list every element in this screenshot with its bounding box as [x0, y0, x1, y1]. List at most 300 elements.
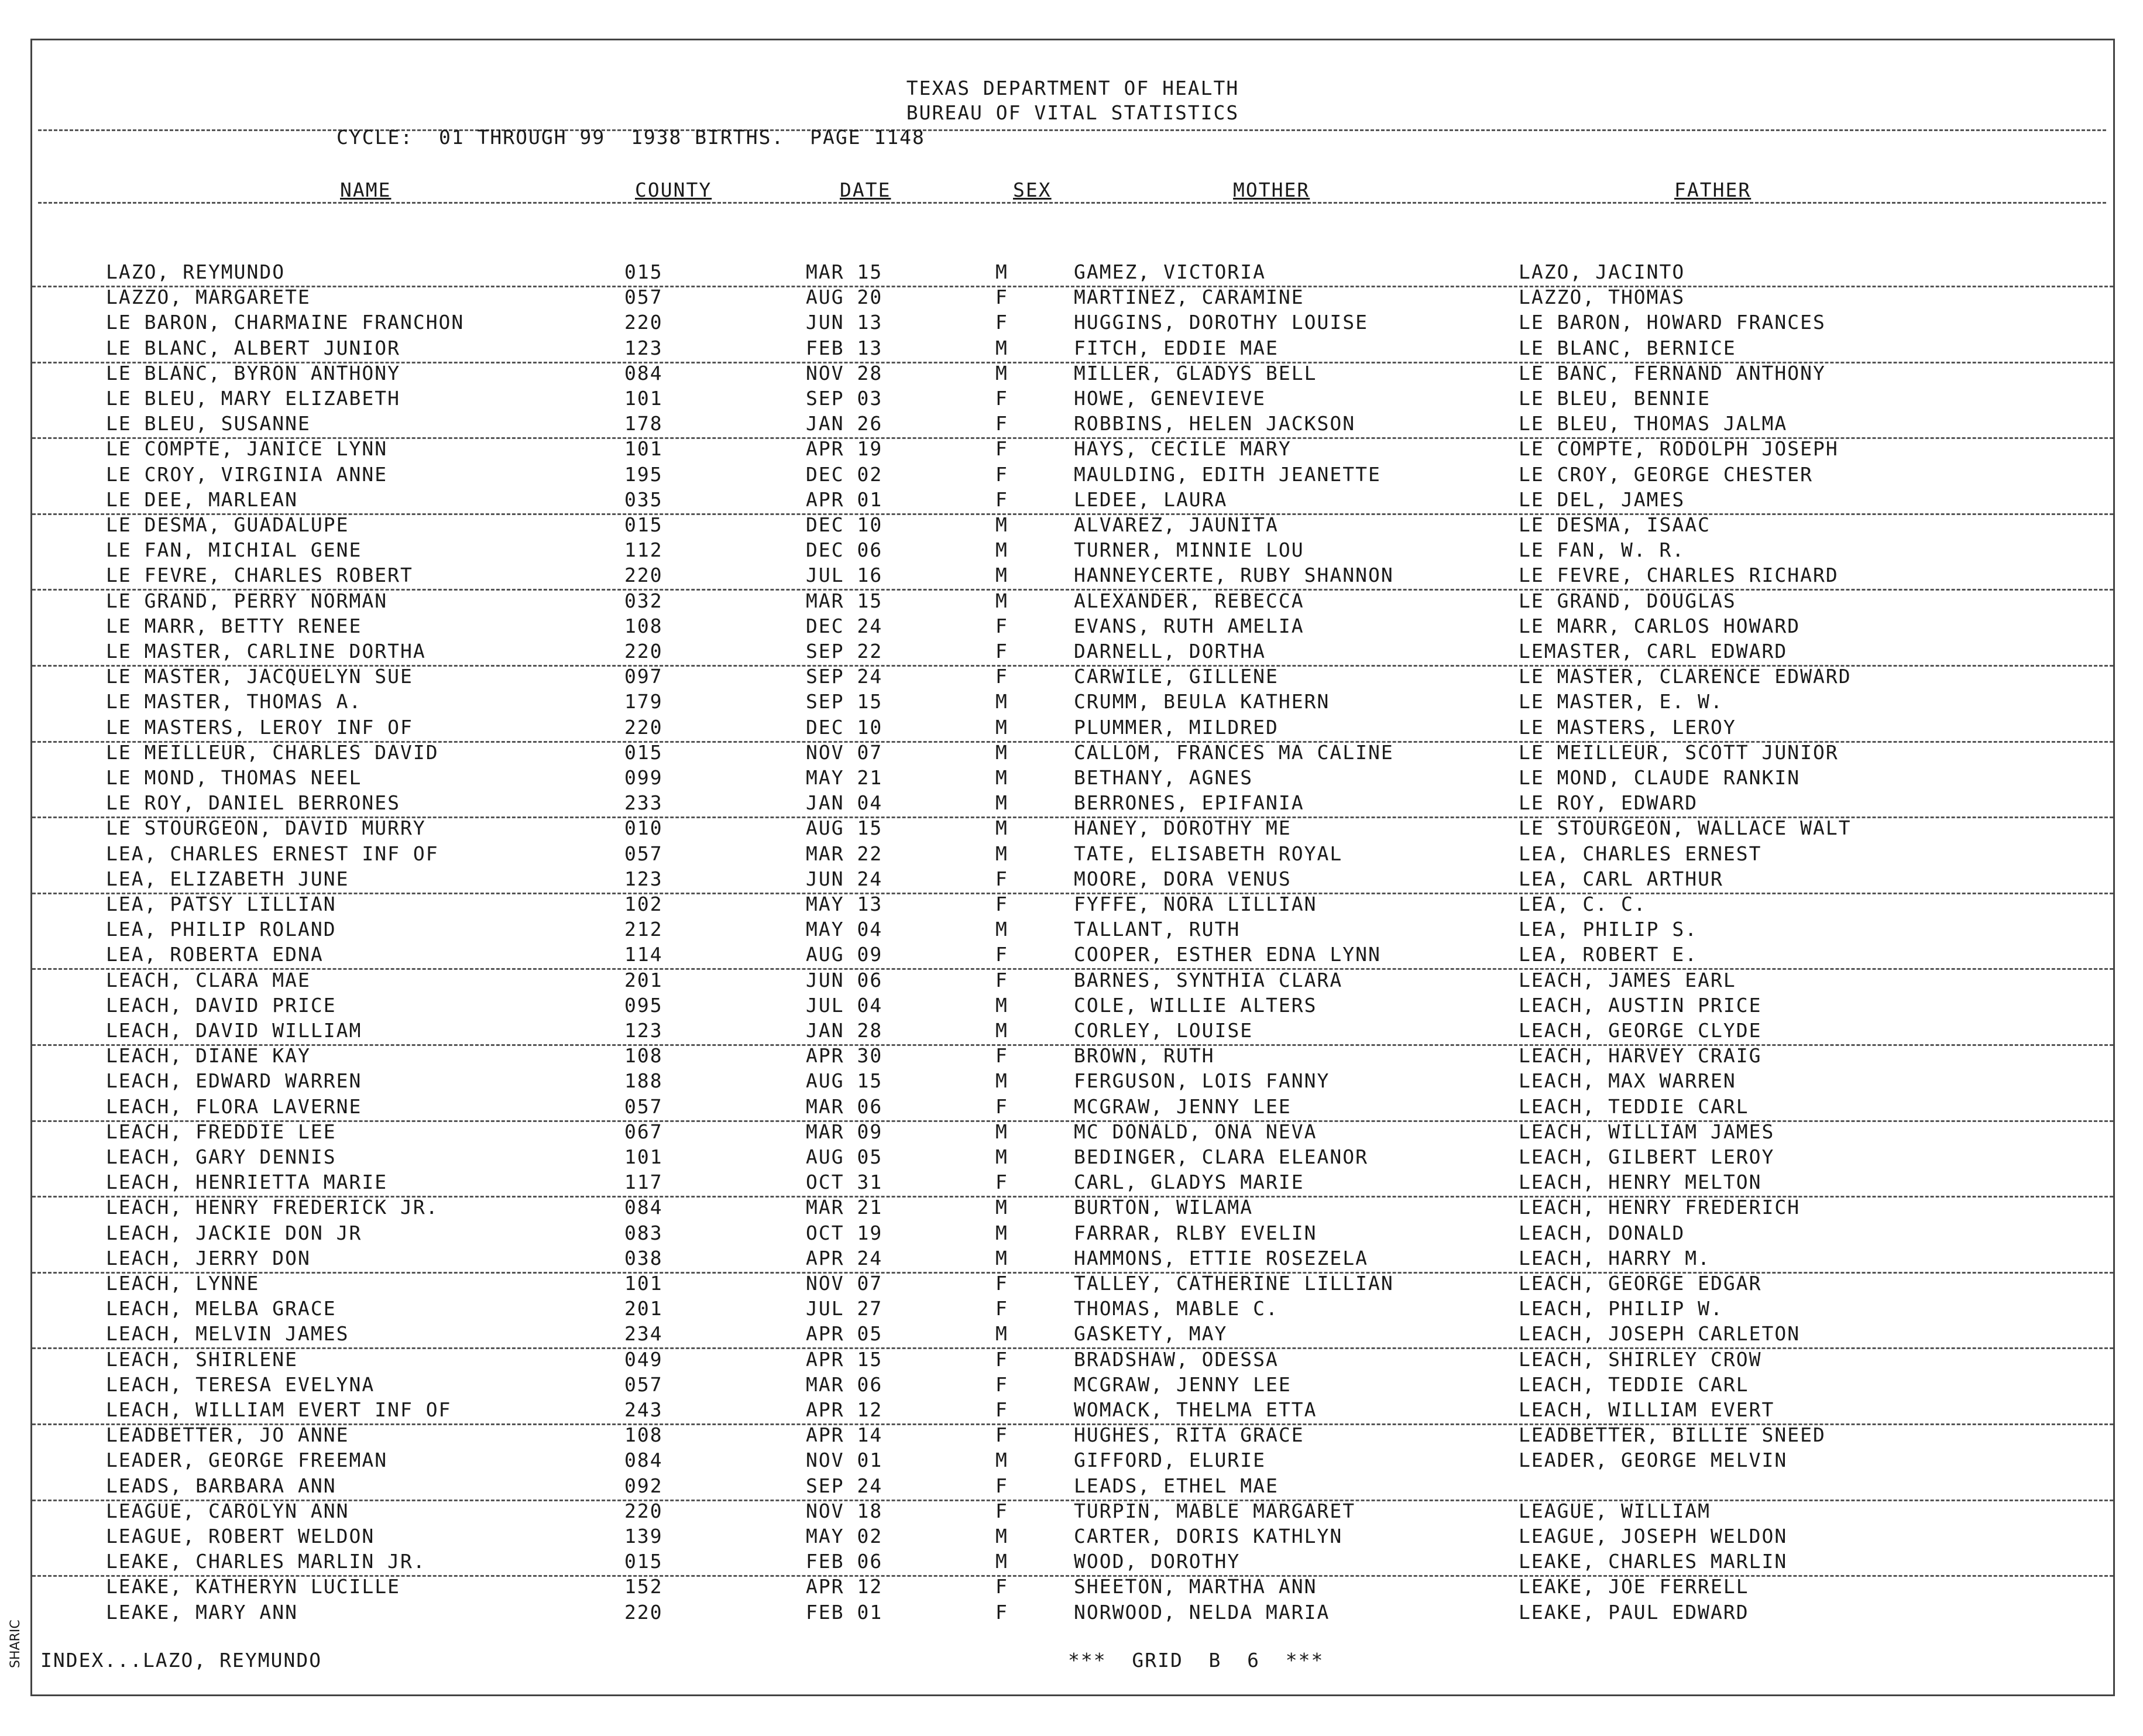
cell-sex: M [995, 1322, 1008, 1346]
cell-county: 234 [624, 1322, 663, 1346]
cell-mother: FYFFE, NORA LILLIAN [1074, 893, 1317, 915]
cell-date: JUN 13 [806, 311, 883, 334]
cell-mother: BARNES, SYNTHIA CLARA [1074, 968, 1343, 991]
table-row [32, 665, 2113, 690]
column-header-divider [38, 202, 2106, 204]
cell-father: LEACH, DONALD [1519, 1221, 1685, 1244]
cell-name: LEACH, TERESA EVELYNA [106, 1373, 375, 1396]
cell-name: LEACH, JERRY DON [106, 1246, 311, 1270]
cell-name: LE MOND, THOMAS NEEL [106, 766, 362, 789]
cell-county: 084 [624, 361, 663, 385]
cell-county: 010 [624, 816, 663, 840]
cell-sex: F [995, 1171, 1008, 1194]
cell-date: NOV 07 [806, 740, 883, 764]
cell-county: 220 [624, 1499, 663, 1522]
cell-county: 112 [624, 538, 663, 562]
cell-name: LEA, CHARLES ERNEST INF OF [106, 842, 439, 865]
cell-sex: M [995, 918, 1008, 941]
cell-county: 038 [624, 1246, 663, 1270]
cell-date: MAR 15 [806, 260, 883, 283]
cell-father: LAZO, JACINTO [1519, 260, 1685, 283]
cell-sex: M [995, 538, 1008, 562]
cell-father: LEACH, GEORGE CLYDE [1519, 1019, 1762, 1042]
cell-name: LEADS, BARBARA ANN [106, 1474, 336, 1497]
cell-date: MAR 22 [806, 842, 883, 865]
cell-mother: MC DONALD, ONA NEVA [1074, 1120, 1317, 1143]
table-row [32, 1272, 2113, 1297]
cell-name: LEAGUE, CAROLYN ANN [106, 1499, 349, 1522]
cell-name: LE FAN, MICHIAL GENE [106, 538, 362, 562]
cell-county: 220 [624, 1600, 663, 1624]
column-header-county: COUNTY [635, 179, 712, 201]
cell-date: DEC 02 [806, 462, 883, 486]
cell-mother: DARNELL, DORTHA [1074, 640, 1266, 663]
table-row [32, 1575, 2113, 1600]
cell-mother: HANEY, DOROTHY ME [1074, 816, 1292, 840]
cell-father: LE MARR, CARLOS HOWARD [1519, 614, 1801, 637]
cell-father: LE MEILLEUR, SCOTT JUNIOR [1519, 740, 1839, 764]
cell-date: AUG 15 [806, 1069, 883, 1093]
cell-name: LEACH, FLORA LAVERNE [106, 1095, 362, 1118]
cell-father: LEADER, GEORGE MELVIN [1519, 1449, 1788, 1472]
cell-county: 188 [624, 1069, 663, 1093]
cell-sex: M [995, 1525, 1008, 1548]
cell-father: LEAKE, CHARLES MARLIN [1519, 1550, 1788, 1573]
cell-name: LE STOURGEON, DAVID MURRY [106, 816, 426, 840]
cell-father: LEACH, AUSTIN PRICE [1519, 993, 1762, 1017]
cell-father: LE DESMA, ISAAC [1519, 513, 1711, 536]
cell-father: LEACH, HENRY FREDERICH [1519, 1196, 1801, 1219]
cell-name: LE MASTER, JACQUELYN SUE [106, 665, 413, 688]
cell-mother: SHEETON, MARTHA ANN [1074, 1575, 1317, 1598]
table-row [32, 564, 2113, 591]
cell-date: MAY 13 [806, 893, 883, 915]
table-row [32, 842, 2113, 867]
cell-date: NOV 18 [806, 1499, 883, 1522]
cell-date: MAY 21 [806, 766, 883, 789]
cell-father: LAZZO, THOMAS [1519, 286, 1685, 309]
cell-county: 243 [624, 1398, 663, 1421]
cell-date: SEP 22 [806, 640, 883, 663]
cell-mother: ALEXANDER, REBECCA [1074, 589, 1304, 612]
cell-sex: F [995, 1272, 1008, 1295]
cell-sex: M [995, 1120, 1008, 1143]
cell-name: LE MARR, BETTY RENEE [106, 614, 362, 637]
cell-county: 035 [624, 488, 663, 511]
cell-mother: HAYS, CECILE MARY [1074, 437, 1292, 461]
cell-date: DEC 10 [806, 715, 883, 739]
cell-county: 195 [624, 462, 663, 486]
column-header-date: DATE [840, 179, 891, 201]
cell-county: 057 [624, 1373, 663, 1396]
cell-sex: F [995, 1095, 1008, 1118]
cell-father: LEACH, GILBERT LEROY [1519, 1145, 1775, 1168]
cell-county: 057 [624, 286, 663, 309]
table-row [32, 791, 2113, 818]
cell-sex: M [995, 1145, 1008, 1168]
cell-date: MAR 21 [806, 1196, 883, 1219]
cell-name: LEACH, DAVID PRICE [106, 993, 336, 1017]
table-row [32, 1145, 2113, 1171]
side-label: SHARIC [8, 1620, 23, 1668]
cell-mother: BURTON, WILAMA [1074, 1196, 1253, 1219]
cell-name: LE BLEU, SUSANNE [106, 412, 311, 435]
cell-name: LEACH, MELBA GRACE [106, 1297, 336, 1320]
cell-father: LEACH, TEDDIE CARL [1519, 1373, 1749, 1396]
cell-father: LEACH, SHIRLEY CROW [1519, 1347, 1762, 1371]
cell-county: 220 [624, 715, 663, 739]
table-row [32, 1550, 2113, 1577]
cell-date: MAY 02 [806, 1525, 883, 1548]
cell-name: LEA, ROBERTA EDNA [106, 943, 324, 966]
cell-sex: F [995, 387, 1008, 410]
cell-father: LE BANC, FERNAND ANTHONY [1519, 361, 1826, 385]
cell-name: LEAGUE, ROBERT WELDON [106, 1525, 375, 1548]
cell-mother: TATE, ELISABETH ROYAL [1074, 842, 1343, 865]
cell-date: NOV 28 [806, 361, 883, 385]
cell-father: LEA, CHARLES ERNEST [1519, 842, 1762, 865]
bureau-title: BUREAU OF VITAL STATISTICS [906, 101, 1239, 124]
cell-date: NOV 07 [806, 1272, 883, 1295]
cell-father: LE BLEU, THOMAS JALMA [1519, 412, 1788, 435]
cell-father: LEA, C. C. [1519, 893, 1647, 915]
cell-name: LEACH, DIANE KAY [106, 1044, 311, 1068]
cell-father: LE CROY, GEORGE CHESTER [1519, 462, 1813, 486]
cell-sex: M [995, 842, 1008, 865]
cell-date: OCT 31 [806, 1171, 883, 1194]
cell-father: LEACH, JAMES EARL [1519, 968, 1736, 991]
cell-mother: MILLER, GLADYS BELL [1074, 361, 1317, 385]
cell-father: LE ROY, EDWARD [1519, 791, 1698, 815]
table-row [32, 1500, 2113, 1525]
cell-sex: M [995, 361, 1008, 385]
cell-mother: COLE, WILLIE ALTERS [1074, 993, 1317, 1017]
cell-father: LEA, CARL ARTHUR [1519, 867, 1723, 890]
cell-date: AUG 20 [806, 286, 883, 309]
cell-date: APR 01 [806, 488, 883, 511]
cell-county: 101 [624, 1272, 663, 1295]
cell-father: LEACH, WILLIAM JAMES [1519, 1120, 1775, 1143]
cell-date: DEC 24 [806, 614, 883, 637]
cell-sex: F [995, 1474, 1008, 1497]
table-row [32, 816, 2113, 842]
cell-sex: F [995, 1347, 1008, 1371]
table-row [32, 1247, 2113, 1274]
cell-county: 123 [624, 867, 663, 890]
cell-sex: F [995, 1044, 1008, 1068]
cell-father: LEACH, HENRY MELTON [1519, 1171, 1762, 1194]
table-row [32, 893, 2113, 918]
cell-father: LE MASTER, E. W. [1519, 690, 1723, 713]
cell-name: LE MEILLEUR, CHARLES DAVID [106, 740, 439, 764]
cell-county: 049 [624, 1347, 663, 1371]
cell-mother: NORWOOD, NELDA MARIA [1074, 1600, 1330, 1624]
cell-sex: F [995, 1423, 1008, 1447]
cell-sex: M [995, 690, 1008, 713]
cell-county: 015 [624, 513, 663, 536]
cell-county: 233 [624, 791, 663, 815]
cell-father: LE MASTER, CLARENCE EDWARD [1519, 665, 1852, 688]
cell-sex: F [995, 614, 1008, 637]
table-row [32, 337, 2113, 363]
cell-mother: HUGHES, RITA GRACE [1074, 1423, 1304, 1447]
cell-mother: LEDEE, LAURA [1074, 488, 1228, 511]
cell-mother: GIFFORD, ELURIE [1074, 1449, 1266, 1472]
cell-mother: HANNEYCERTE, RUBY SHANNON [1074, 564, 1394, 587]
cell-county: 108 [624, 614, 663, 637]
cell-mother: ALVAREZ, JAUNITA [1074, 513, 1279, 536]
cell-name: LEACH, DAVID WILLIAM [106, 1019, 362, 1042]
cell-name: LAZO, REYMUNDO [106, 260, 286, 283]
cell-sex: F [995, 311, 1008, 334]
cell-county: 095 [624, 993, 663, 1017]
cell-county: 015 [624, 740, 663, 764]
cell-date: FEB 13 [806, 336, 883, 359]
cell-father: LE FAN, W. R. [1519, 538, 1685, 562]
cell-date: MAY 04 [806, 918, 883, 941]
cell-father: LEACH, HARVEY CRAIG [1519, 1044, 1762, 1068]
table-row [32, 994, 2113, 1019]
cell-name: LE MASTER, THOMAS A. [106, 690, 362, 713]
cell-father: LEA, ROBERT E. [1519, 943, 1698, 966]
cell-county: 178 [624, 412, 663, 435]
cell-sex: F [995, 968, 1008, 991]
cell-date: AUG 05 [806, 1145, 883, 1168]
cell-father: LEACH, HARRY M. [1519, 1246, 1711, 1270]
table-row [32, 918, 2113, 943]
cell-father: LE GRAND, DOUGLAS [1519, 589, 1736, 612]
cell-county: 101 [624, 1145, 663, 1168]
cell-county: 099 [624, 766, 663, 789]
cell-name: LEACH, SHIRLENE [106, 1347, 298, 1371]
cell-sex: F [995, 1398, 1008, 1421]
table-row [32, 1322, 2113, 1349]
cell-county: 083 [624, 1221, 663, 1244]
cell-sex: M [995, 260, 1008, 283]
cell-name: LEAKE, MARY ANN [106, 1600, 298, 1624]
cell-county: 152 [624, 1575, 663, 1598]
cell-sex: F [995, 640, 1008, 663]
cell-mother: CALLOM, FRANCES MA CALINE [1074, 740, 1394, 764]
cell-sex: F [995, 893, 1008, 915]
cell-name: LE MASTERS, LEROY INF OF [106, 715, 413, 739]
cell-sex: M [995, 589, 1008, 612]
table-row [32, 1019, 2113, 1046]
cell-date: DEC 06 [806, 538, 883, 562]
cell-mother: CARTER, DORIS KATHLYN [1074, 1525, 1343, 1548]
cell-date: JAN 04 [806, 791, 883, 815]
cell-sex: M [995, 1069, 1008, 1093]
table-row [32, 1449, 2113, 1474]
table-row [32, 741, 2113, 766]
cell-father: LE BLANC, BERNICE [1519, 336, 1736, 359]
table-row [32, 387, 2113, 412]
cell-county: 067 [624, 1120, 663, 1143]
cell-sex: F [995, 665, 1008, 688]
cell-sex: F [995, 286, 1008, 309]
cell-name: LEACH, MELVIN JAMES [106, 1322, 349, 1346]
cell-name: LEA, PATSY LILLIAN [106, 893, 336, 915]
cell-sex: M [995, 564, 1008, 587]
cell-date: AUG 15 [806, 816, 883, 840]
cell-county: 114 [624, 943, 663, 966]
cell-date: JUL 04 [806, 993, 883, 1017]
cell-name: LE BLANC, ALBERT JUNIOR [106, 336, 400, 359]
table-row [32, 1196, 2113, 1221]
cell-name: LE GRAND, PERRY NORMAN [106, 589, 388, 612]
cell-mother: CARL, GLADYS MARIE [1074, 1171, 1304, 1194]
cell-sex: F [995, 1499, 1008, 1522]
table-row [32, 1525, 2113, 1550]
cell-county: 057 [624, 842, 663, 865]
cell-sex: F [995, 412, 1008, 435]
cell-county: 108 [624, 1044, 663, 1068]
cell-sex: F [995, 488, 1008, 511]
table-row [32, 1171, 2113, 1198]
table-row [32, 1474, 2113, 1501]
cell-mother: FERGUSON, LOIS FANNY [1074, 1069, 1330, 1093]
cell-date: APR 30 [806, 1044, 883, 1068]
cell-father: LE BARON, HOWARD FRANCES [1519, 311, 1826, 334]
cell-county: 057 [624, 1095, 663, 1118]
cell-name: LEACH, EDWARD WARREN [106, 1069, 362, 1093]
cell-date: JUN 24 [806, 867, 883, 890]
cell-mother: BEDINGER, CLARA ELEANOR [1074, 1145, 1368, 1168]
cell-date: APR 19 [806, 437, 883, 461]
table-row [32, 589, 2113, 615]
cell-county: 015 [624, 260, 663, 283]
table-row [32, 1222, 2113, 1247]
cell-county: 092 [624, 1474, 663, 1497]
cell-mother: HUGGINS, DOROTHY LOUISE [1074, 311, 1368, 334]
cell-mother: CARWILE, GILLENE [1074, 665, 1279, 688]
cell-name: LEADBETTER, JO ANNE [106, 1423, 349, 1447]
table-row [32, 766, 2113, 791]
cell-sex: M [995, 993, 1008, 1017]
cell-father: LEMASTER, CARL EDWARD [1519, 640, 1788, 663]
cell-mother: CORLEY, LOUISE [1074, 1019, 1253, 1042]
cell-mother: TURNER, MINNIE LOU [1074, 538, 1304, 562]
index-label: INDEX...LAZO, REYMUNDO [40, 1649, 322, 1672]
cell-county: 179 [624, 690, 663, 713]
cell-mother: EVANS, RUTH AMELIA [1074, 614, 1304, 637]
cell-sex: F [995, 437, 1008, 461]
cell-name: LEACH, CLARA MAE [106, 968, 311, 991]
cell-name: LE FEVRE, CHARLES ROBERT [106, 564, 413, 587]
cell-mother: THOMAS, MABLE C. [1074, 1297, 1279, 1320]
cell-sex: M [995, 1246, 1008, 1270]
table-row [32, 1348, 2113, 1373]
record-frame [30, 39, 2115, 1696]
cell-mother: PLUMMER, MILDRED [1074, 715, 1279, 739]
table-row [32, 1423, 2113, 1449]
cell-county: 117 [624, 1171, 663, 1194]
cell-mother: BROWN, RUTH [1074, 1044, 1215, 1068]
table-row [32, 1044, 2113, 1069]
cell-father: LE DEL, JAMES [1519, 488, 1685, 511]
table-row [32, 1120, 2113, 1145]
column-header-sex: SEX [1013, 179, 1052, 201]
table-row [32, 943, 2113, 970]
cell-county: 201 [624, 1297, 663, 1320]
cell-mother: MARTINEZ, CARAMINE [1074, 286, 1304, 309]
cell-date: JAN 28 [806, 1019, 883, 1042]
table-row [32, 260, 2113, 287]
cell-sex: M [995, 766, 1008, 789]
cell-name: LE MASTER, CARLINE DORTHA [106, 640, 426, 663]
cell-sex: F [995, 1373, 1008, 1396]
table-row [32, 969, 2113, 994]
cell-mother: FARRAR, RLBY EVELIN [1074, 1221, 1317, 1244]
cell-name: LE DEE, MARLEAN [106, 488, 298, 511]
cell-mother: BERRONES, EPIFANIA [1074, 791, 1304, 815]
cell-date: APR 12 [806, 1575, 883, 1598]
cell-father: LEACH, PHILIP W. [1519, 1297, 1723, 1320]
cell-name: LEAKE, KATHERYN LUCILLE [106, 1575, 400, 1598]
cell-name: LE BLEU, MARY ELIZABETH [106, 387, 400, 410]
cell-name: LEACH, JACKIE DON JR [106, 1221, 362, 1244]
cell-sex: M [995, 336, 1008, 359]
cell-name: LEACH, WILLIAM EVERT INF OF [106, 1398, 452, 1421]
cell-county: 220 [624, 564, 663, 587]
cell-date: FEB 01 [806, 1600, 883, 1624]
cycle-info: CYCLE: 01 THROUGH 99 1938 BIRTHS. PAGE 1148 [336, 126, 925, 149]
cell-date: FEB 06 [806, 1550, 883, 1573]
table-row [32, 538, 2113, 564]
cell-county: 212 [624, 918, 663, 941]
cell-father: LEACH, MAX WARREN [1519, 1069, 1736, 1093]
cell-father: LEACH, TEDDIE CARL [1519, 1095, 1749, 1118]
table-row [32, 286, 2113, 311]
cell-mother: TALLANT, RUTH [1074, 918, 1241, 941]
cell-date: JUL 27 [806, 1297, 883, 1320]
column-header-mother: MOTHER [1233, 179, 1310, 201]
table-row [32, 867, 2113, 894]
cell-sex: M [995, 1449, 1008, 1472]
cell-father: LE MOND, CLAUDE RANKIN [1519, 766, 1801, 789]
cell-mother: WOMACK, THELMA ETTA [1074, 1398, 1317, 1421]
cell-name: LEACH, HENRY FREDERICK JR. [106, 1196, 439, 1219]
grid-label: *** GRID B 6 *** [1068, 1649, 1324, 1672]
cell-mother: MAULDING, EDITH JEANETTE [1074, 462, 1381, 486]
cell-county: 123 [624, 1019, 663, 1042]
cell-name: LE CROY, VIRGINIA ANNE [106, 462, 388, 486]
cell-county: 102 [624, 893, 663, 915]
cell-sex: F [995, 462, 1008, 486]
cell-mother: LEADS, ETHEL MAE [1074, 1474, 1279, 1497]
cell-name: LEACH, FREDDIE LEE [106, 1120, 336, 1143]
cell-sex: F [995, 1600, 1008, 1624]
cell-date: JAN 26 [806, 412, 883, 435]
cell-father: LE COMPTE, RODOLPH JOSEPH [1519, 437, 1839, 461]
table-row [32, 412, 2113, 439]
cell-date: SEP 24 [806, 1474, 883, 1497]
cell-county: 201 [624, 968, 663, 991]
cell-mother: BETHANY, AGNES [1074, 766, 1253, 789]
table-row [32, 716, 2113, 743]
cell-father: LE STOURGEON, WALLACE WALT [1519, 816, 1852, 840]
cell-sex: F [995, 867, 1008, 890]
cell-mother: ROBBINS, HELEN JACKSON [1074, 412, 1356, 435]
column-header-name: NAME [340, 179, 391, 201]
cell-date: SEP 15 [806, 690, 883, 713]
cell-date: MAR 06 [806, 1373, 883, 1396]
cell-date: JUL 16 [806, 564, 883, 587]
table-row [32, 311, 2113, 336]
cell-mother: BRADSHAW, ODESSA [1074, 1347, 1279, 1371]
cell-name: LEACH, GARY DENNIS [106, 1145, 336, 1168]
cell-county: 220 [624, 640, 663, 663]
